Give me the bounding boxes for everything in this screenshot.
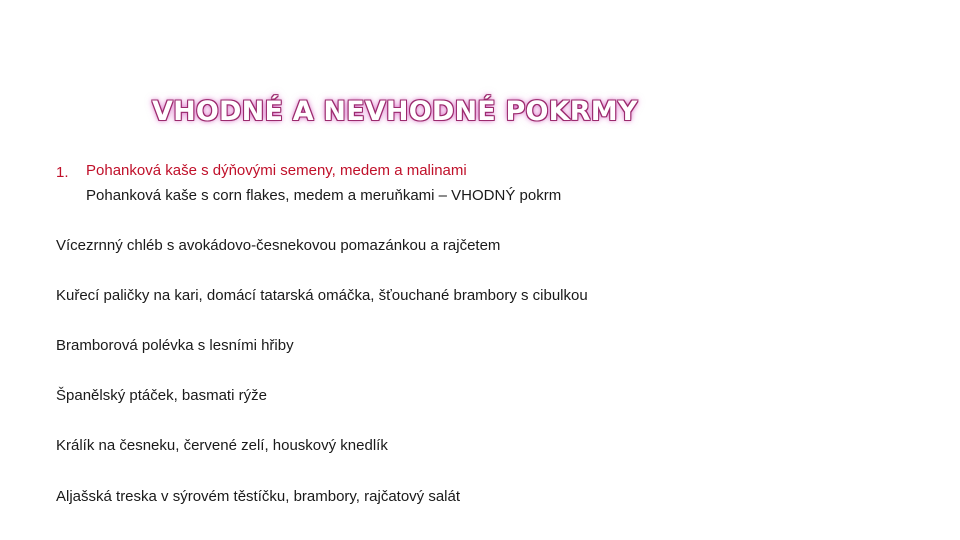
first-item-line-2: Pohanková kaše s corn flakes, medem a meruňkami – VHODNÝ pokrm — [86, 187, 562, 204]
first-item-line-1: Pohanková kaše s dýňovými semeny, medem a malinami — [86, 162, 467, 179]
list-item: Španělský ptáček, basmati rýže — [56, 387, 267, 404]
list-item: Bramborová polévka s lesními hřiby — [56, 337, 294, 354]
first-numbered-item — [56, 164, 561, 214]
slide-title: VHODNÉ A NEVHODNÉ POKRMY — [152, 96, 638, 127]
list-item: Aljašská treska v sýrovém těstíčku, brambory, rajčatový salát — [56, 488, 461, 505]
list-number: 1. — [56, 164, 69, 181]
list-item: Vícezrnný chléb s avokádovo-česnekovou pomazánkou a rajčetem — [56, 237, 501, 254]
list-item: Kuřecí paličky na kari, domácí tatarská omáčka, šťouchané brambory s cibulkou — [56, 287, 588, 304]
list-item: Králík na česneku, červené zelí, houskový knedlík — [56, 437, 388, 454]
